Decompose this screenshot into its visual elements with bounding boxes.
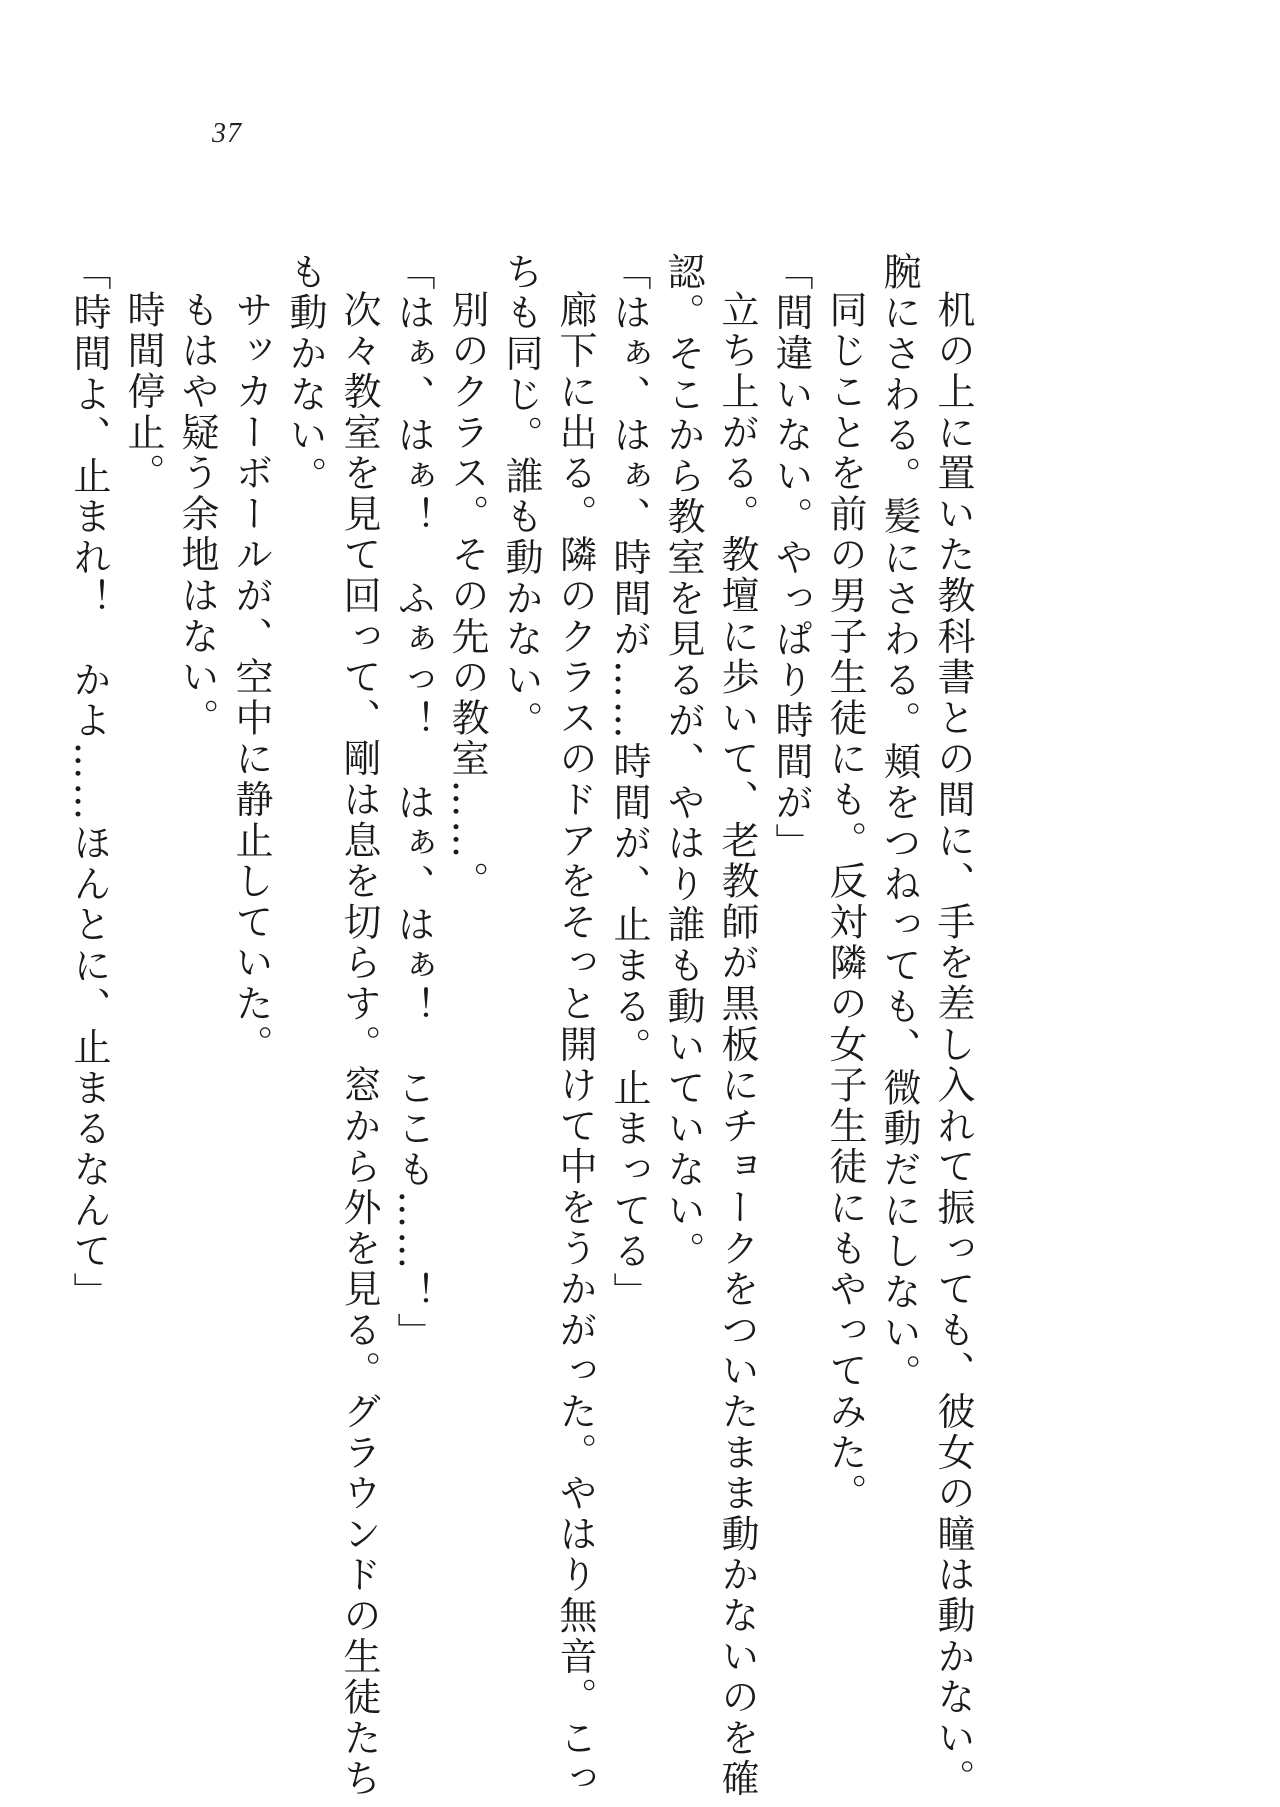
dialogue-line: 「間違いない。やっぱり時間が」 — [769, 252, 813, 864]
dialogue-line: 「時間よ、止まれ！ かよ……ほんとに、止まるなんて」 — [67, 252, 111, 1313]
dialogue-line: 「はぁ、はぁ、時間が……時間が、止まる。止まってる」 — [607, 252, 651, 1313]
text-line: 机の上に置いた教科書との間に、手を差し入れて振っても、彼女の瞳は動かない。 — [931, 290, 975, 1800]
text-line: 廊下に出る。隣のクラスのドアをそっと開けて中をうかがった。やはり無音。こっ — [553, 290, 597, 1800]
page-number: 37 — [212, 118, 242, 149]
dialogue-line: 「はぁ、はぁ！ ふぁっ！ はぁ、はぁ！ ここも……！」 — [391, 252, 435, 1354]
text-line: 同じことを前の男子生徒にも。反対隣の女子生徒にもやってみた。 — [823, 290, 867, 1514]
text-line: 次々教室を見て回って、剛は息を切らす。窓から外を見る。グラウンドの生徒たち — [337, 290, 381, 1800]
text-line: 別のクラス。その先の教室……。 — [445, 290, 489, 902]
vertical-text-block — [62, 252, 980, 1800]
text-line: 認。そこから教室を見るが、やはり誰も動いていない。 — [661, 252, 705, 1272]
text-line: も動かない。 — [283, 252, 327, 497]
text-line: ちも同じ。誰も動かない。 — [499, 252, 543, 742]
text-line: 時間停止。 — [121, 290, 165, 494]
text-line: 立ち上がる。教壇に歩いて、老教師が黒板にチョークをついたまま動かないのを確 — [715, 290, 759, 1800]
text-line: もはや疑う余地はない。 — [175, 290, 219, 739]
text-line: サッカーボールが、空中に静止していた。 — [229, 290, 273, 1066]
text-line: 腕にさわる。髪にさわる。頬をつねっても、微動だにしない。 — [877, 252, 921, 1395]
